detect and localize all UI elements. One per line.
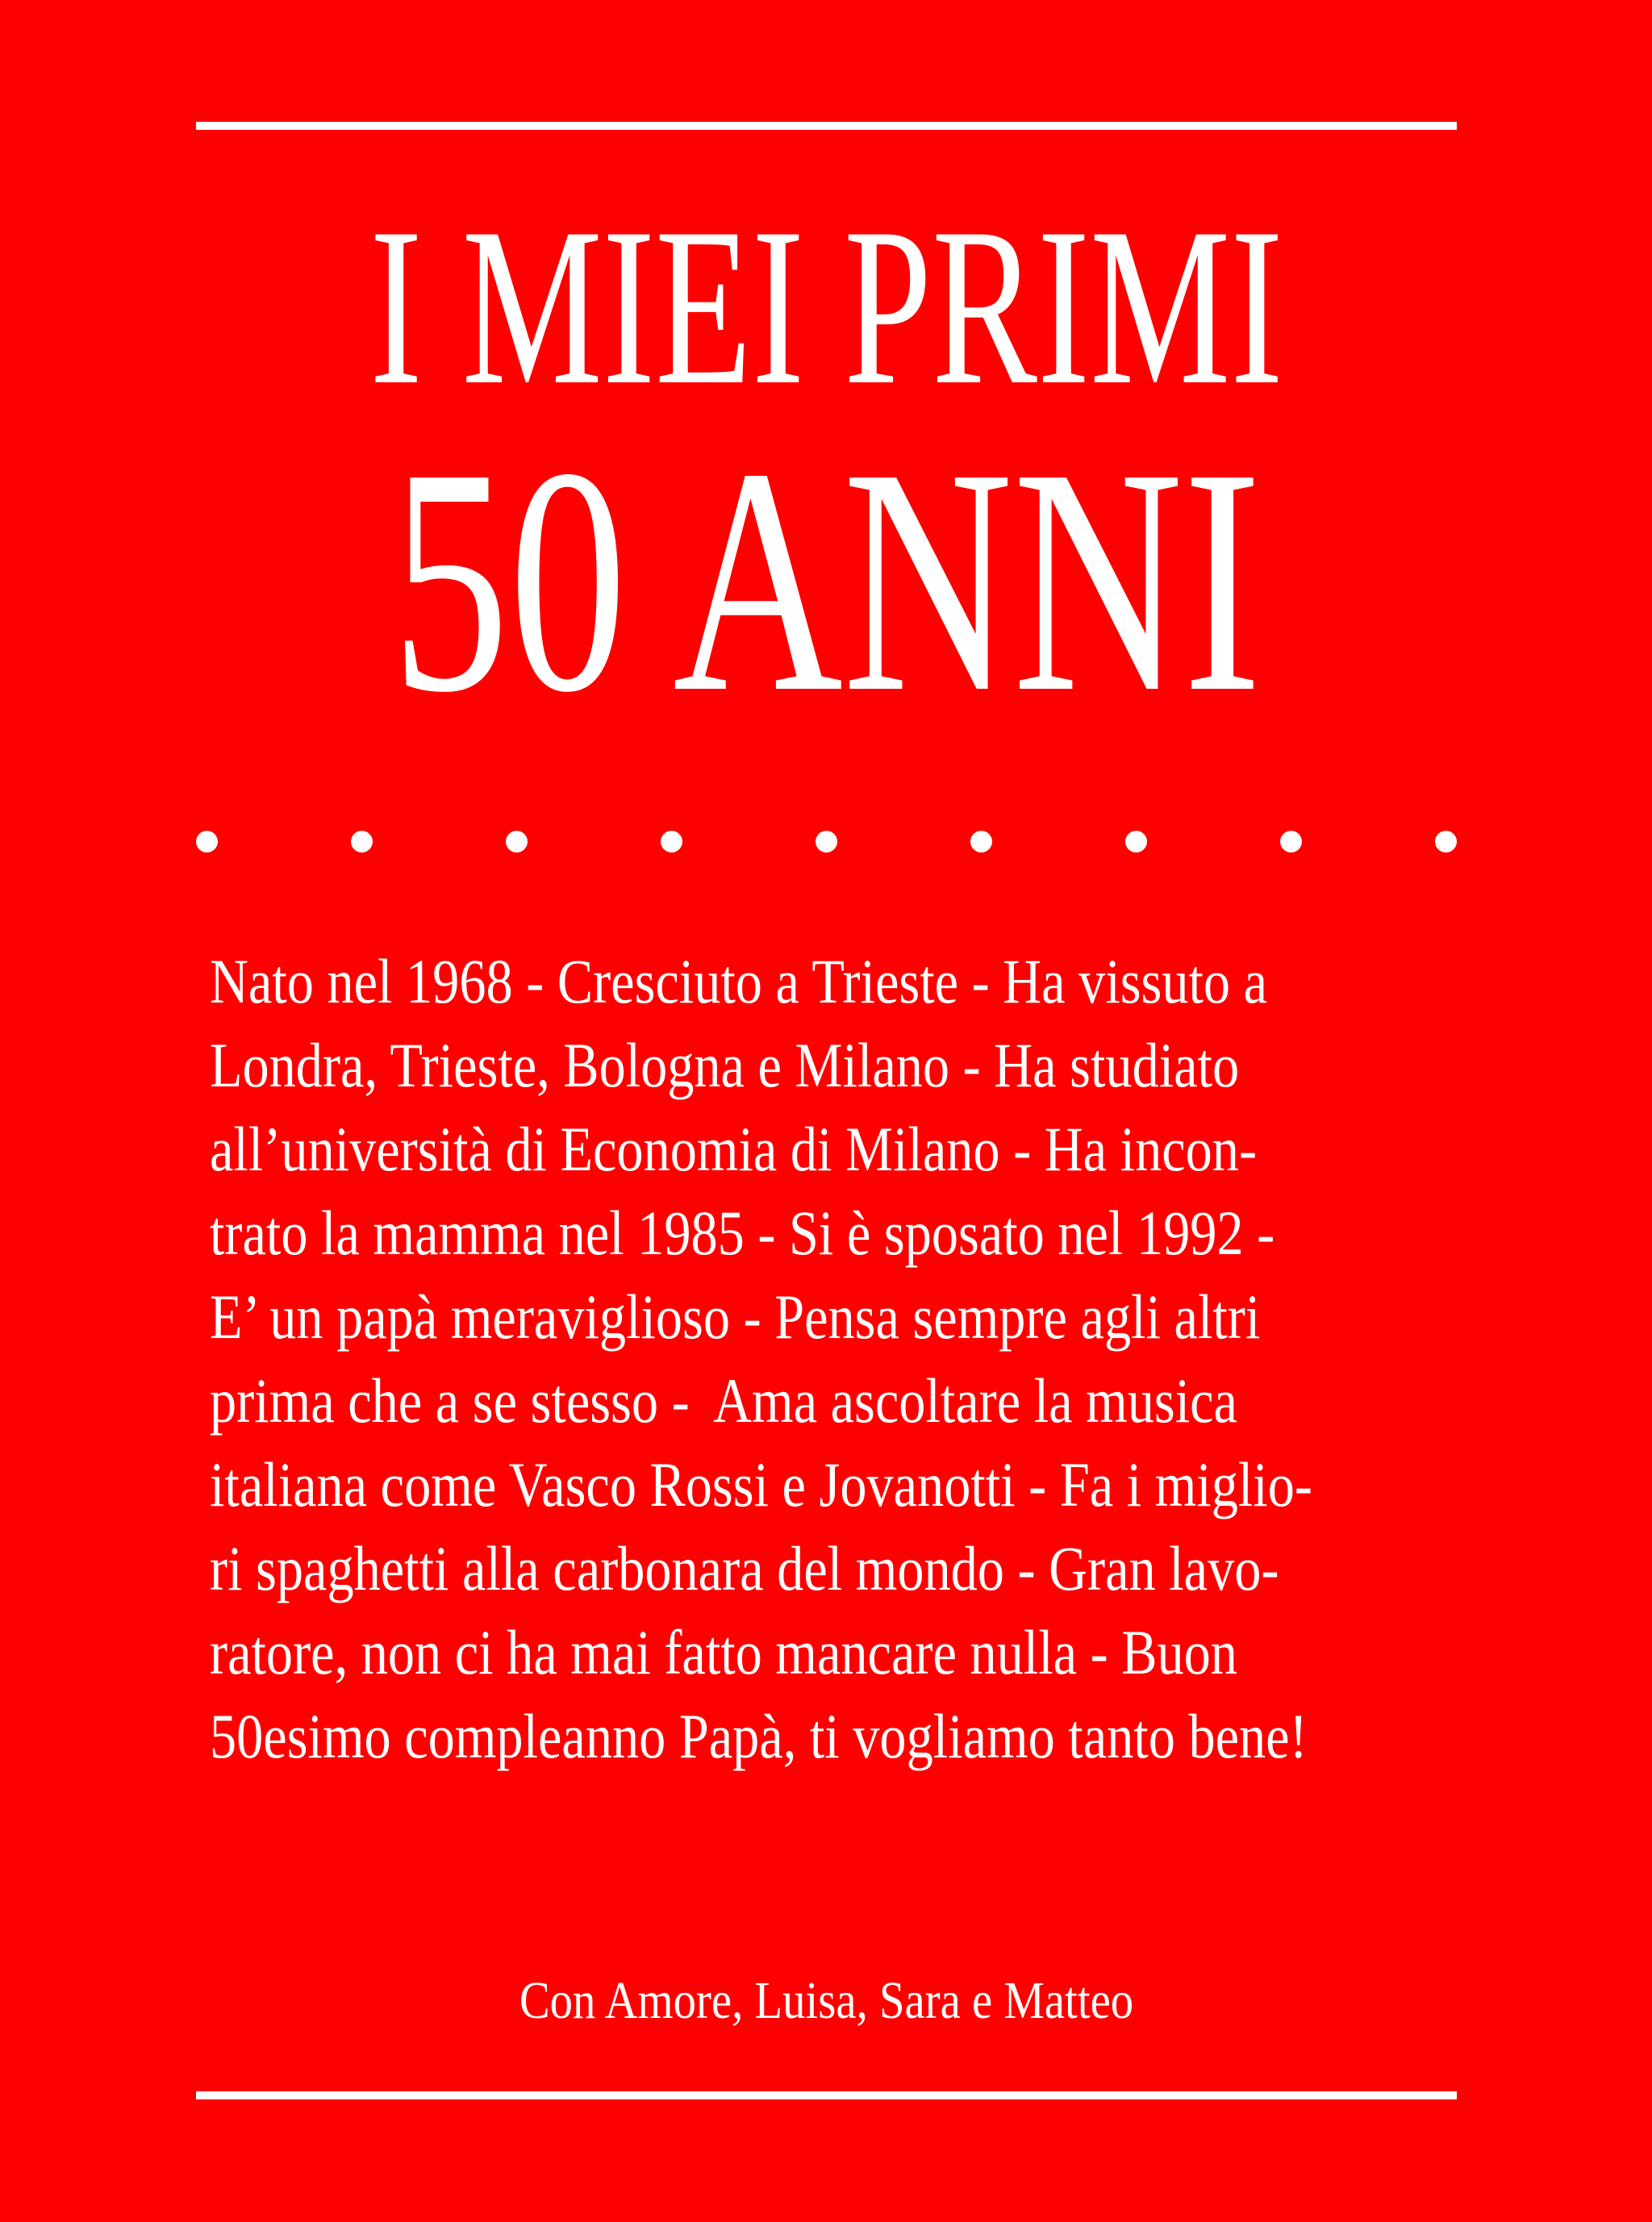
biography-line: trato la mamma nel 1985 - Si è sposato nel 1992 - [210,1198,1275,1268]
dot-separator [196,829,1457,853]
separator-dot [1280,831,1302,853]
biography-text [210,940,1650,1778]
title-line-1: I MIEI PRIMI [369,181,1283,431]
separator-dot [506,831,528,853]
biography-line: Londra, Trieste, Bologna e Milano - Ha studiato [210,1030,1240,1100]
separator-dot [351,831,373,853]
biography-line: all’università di Economia di Milano - Ha incon- [210,1114,1258,1184]
biography-line: ri spaghetti alla carbonara del mondo - Gran lavo- [210,1533,1279,1603]
biography-line: prima che a se stesso - Ama ascoltare la musica [210,1365,1237,1436]
biography-line: Nato nel 1968 - Cresciuto a Trieste - Ha vissuto a [210,946,1268,1016]
separator-dot [196,831,218,853]
separator-dot [661,831,682,853]
biography-line: italiana come Vasco Rossi e Jovanotti - Fa i miglio- [210,1449,1312,1520]
biography-line: ratore, non ci ha mai fatto mancare nulla - Buon [210,1617,1237,1687]
biography-line: 50esimo compleanno Papà, ti vogliamo tanto bene! [210,1701,1308,1771]
bottom-divider-line [196,2091,1457,2099]
separator-dot [1125,831,1147,853]
separator-dot [1435,831,1457,853]
separator-dot [970,831,992,853]
top-divider-line [196,122,1457,130]
biography-line: E’ un papà meraviglioso - Pensa sempre agli altri [210,1282,1261,1352]
title-line-2: 50 ANNI [391,402,1262,759]
signature: Con Amore, Luisa, Sara e Matteo [519,1971,1134,2030]
separator-dot [816,831,837,853]
